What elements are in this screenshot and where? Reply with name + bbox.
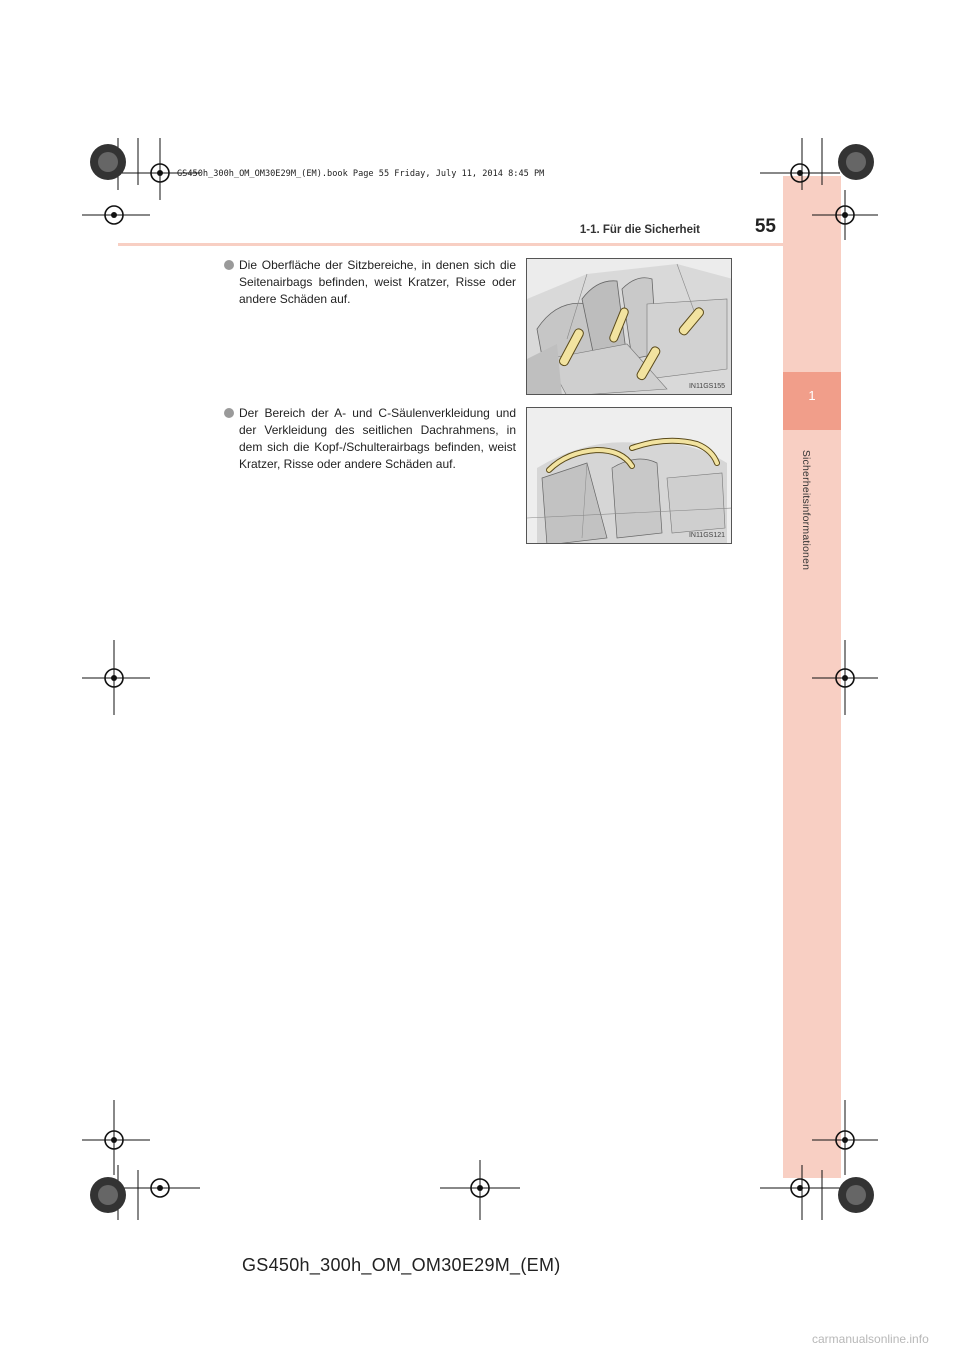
footer-document-code: GS450h_300h_OM_OM30E29M_(EM) [242, 1255, 561, 1275]
book-print-header: GS450h_300h_OM_OM30E29M_(EM).book Page 55 Friday, July 11, 2014 8:45 PM [177, 169, 545, 179]
bullet-text: Die Oberfläche der Sitzbereiche, in denen sich die Seitenairbags befinden, weist Kratzer, Risse oder andere Schäden auf. [239, 258, 516, 306]
figure-code: IN11GS155 [688, 383, 725, 390]
page-number: 55 [754, 216, 776, 237]
bullet-text: Der Bereich der A- und C-Säulenverkleidung und der Verkleidung des seitlichen Dachrahmens, in dem sich die Kopf-/Schulterairbags befinden, weist Kratzer, Risse oder andere Schäden auf. [239, 406, 516, 471]
side-tab-label: Sicherheitsinformationen [800, 449, 812, 571]
watermark: carmanualsonline.info [812, 1332, 929, 1346]
figure-code: IN11GS121 [688, 532, 725, 539]
section-title: 1-1. Für die Sicherheit [579, 224, 700, 236]
side-tab-number: 1 [808, 388, 816, 403]
